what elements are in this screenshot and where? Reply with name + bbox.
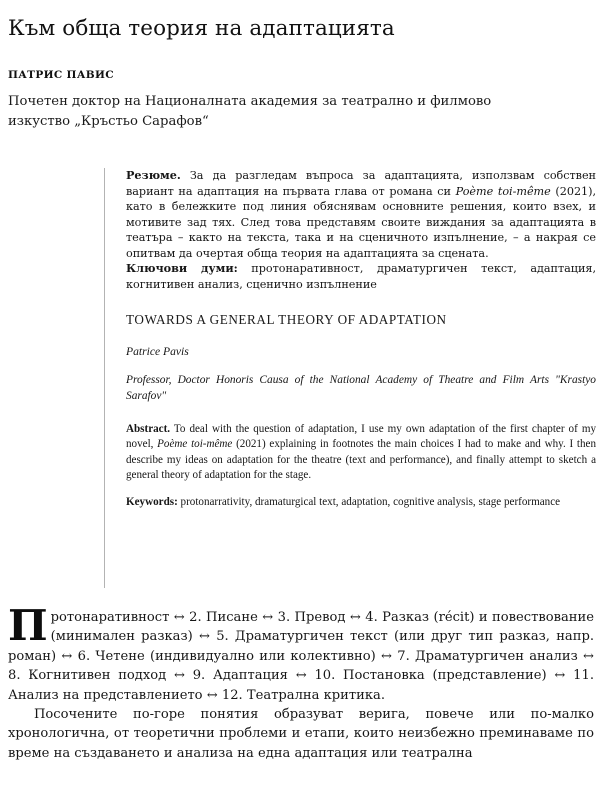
drop-cap: П [8, 601, 48, 650]
keywords-bulgarian-list: протонаративност, драматургичен текст, адаптация, когнитивен анализ, сценично изпълнение [126, 262, 596, 291]
abstract-block [104, 168, 596, 588]
abstract-english-text-2: (2021) explaining in footnotes the main choices I had to make and why. I then describe my ideas on adaptation for the theatre (text and performance), and finally attempt to sketch a general theory of adaptation for the stage. [126, 438, 596, 482]
body-paragraph-1-text: ротонаративност ↔ 2. Писане ↔ 3. Превод ↔ 4. Разказ (récit) и повествование (минимален разказ) ↔ 5. Драматургичен текст (или друг тип разказ, напр. роман) ↔ 6. Четене (индивидуално или колективно) ↔ 7. Драматургичен анализ ↔ 8. Когнитивен подход ↔ 9. Адаптация ↔ 10. Постановка (представление) ↔ 11. Анализ на представлението ↔ 12. Театрална критика. [8, 610, 594, 703]
english-title: TOWARDS A GENERAL THEORY OF ADAPTATION [126, 312, 447, 328]
abstract-english [126, 422, 596, 484]
abstract-bulgarian-novel-title: Poème toi-même [455, 184, 551, 198]
keywords-bulgarian [126, 261, 596, 292]
keywords-bulgarian-lead: Ключови думи: [126, 261, 238, 276]
abstract-english-lead: Abstract. [126, 422, 171, 435]
keywords-english-lead: Keywords: [126, 495, 178, 508]
page-title: Към обща теория на адаптацията [8, 16, 395, 42]
author-affiliation: Почетен доктор на Националната академия за театрално и филмово изкуство „Кръстьо Сарафов“ [8, 94, 492, 130]
abstract-bulgarian-text-1: За да разгледам въпроса за адаптацията, използвам собствен вариант на адаптация на първата глава от романа си [126, 169, 596, 198]
abstract-bulgarian-lead: Резюме. [126, 168, 181, 182]
abstract-english-novel-title: Poème toi-même [157, 438, 233, 451]
body-text [8, 601, 594, 763]
abstract-bulgarian [126, 168, 596, 261]
english-author-name: Patrice Pavis [126, 345, 189, 359]
body-paragraph-1 [8, 601, 594, 705]
author-name: ПАТРИС ПАВИС [8, 69, 114, 81]
abstract-english-text-1: To deal with the question of adaptation, I use my own adaptation of the first chapter of my novel, [126, 422, 596, 451]
keywords-english [126, 495, 596, 511]
abstract-bulgarian-text-2: (2021), като в бележките под линия обяснявам основните решения, които взех, и мотивите зад тях. След това представям своите виждания за адаптацията в театъра – както на текста, така и на сценичното изпълнение, – а накрая се опитвам да очертая обща теория на адаптацията за сцената. [126, 184, 597, 260]
body-paragraph-2: Посочените по-горе понятия образуват верига, повече или по-малко хронологична, от теоретични проблеми и етапи, които неизбежно преминаваме по време на създаването и анализа на една адаптация или театрална [8, 706, 594, 761]
english-author-affiliation: Professor, Doctor Honoris Causa of the National Academy of Theatre and Film Arts "Krastyo Sarafov" [126, 374, 596, 403]
keywords-english-list: protonarrativity, dramaturgical text, adaptation, cognitive analysis, stage performance [177, 495, 561, 508]
